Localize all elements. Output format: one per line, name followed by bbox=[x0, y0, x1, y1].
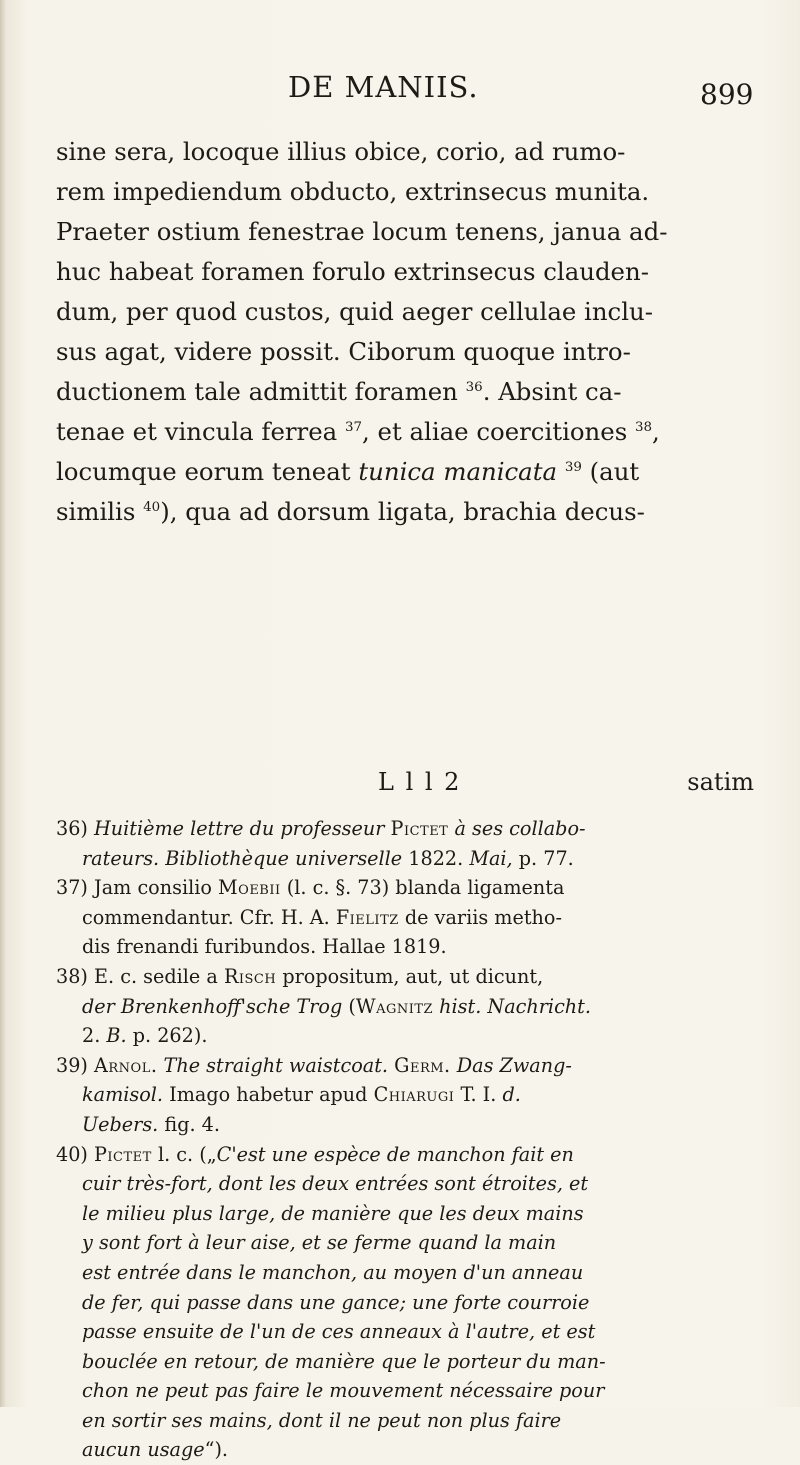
page-number: 899 bbox=[700, 78, 754, 111]
footnote-ref: 38 bbox=[634, 419, 653, 435]
footnote-39: 39) Arnol. The straight waistcoat. Germ. Das Zwang- kamisol. Imago habetur apud Chiarugi T. I. d. Uebers. fig. 4. bbox=[56, 1053, 572, 1136]
main-text bbox=[56, 132, 754, 532]
text-line: sus agat, videre possit. Ciborum quoque intro- bbox=[56, 337, 631, 366]
signature-line bbox=[56, 768, 754, 802]
text-line: tenae et vincula ferrea $^{37}$, et aliae coercitiones $^{38}$, bbox=[56, 417, 660, 446]
footnote-40: 40) Pictet l. c. („C'est une espèce de manchon fait en cuir très-fort, dont les deux entrées sont étroites, et le milieu plus large, de manière que les deux mains y sont fort à leur aise, et se ferme quand la main est entrée dans le manchon, au moyen d'un anneau de fer, qui passe dans une gance; une forte courroie passe ensuite de l'un de ces anneaux à l'autre, et est bouclée en retour, de manière que le porteur du man- chon ne peut pas faire le mouvement nécessaire pour en sortir ses mains, dont il ne peut non plus faire aucun usage“). bbox=[56, 1142, 606, 1462]
page-binding-edge bbox=[0, 0, 6, 1407]
footnote-ref: 40 bbox=[143, 499, 161, 515]
footnote-ref: 39 bbox=[564, 459, 582, 475]
page-header bbox=[0, 70, 800, 120]
footnote-38: 38) E. c. sedile a Risch propositum, aut, ut dicunt, der Brenkenhoff'sche Trog (Wagnitz hist. Nachricht. 2. B. p. 262). bbox=[56, 964, 591, 1048]
signature-mark: L l l 2 bbox=[378, 768, 462, 796]
running-head: DE MANIIS. bbox=[288, 70, 479, 104]
text-line: ductionem tale admittit foramen $^{36}$. Absint ca- bbox=[56, 377, 622, 406]
footnote-37: 37) Jam consilio Moebii (l. c. §. 73) blanda ligamenta commendantur. Cfr. H. A. Fielitz de variis metho- dis frenandi furibundos. Hallae 1819. bbox=[56, 876, 565, 959]
footnote-ref: 37 bbox=[344, 419, 362, 435]
catchword: satim bbox=[687, 768, 754, 796]
text-line: locumque eorum teneat tunica manicata $^{39}$ (aut bbox=[56, 457, 640, 486]
text-line: Praeter ostium fenestrae locum tenens, janua ad- bbox=[56, 217, 668, 246]
text-line: dum, per quod custos, quid aeger cellulae inclu- bbox=[56, 297, 653, 326]
footnote-36: 36) Huitième lettre du professeur Pictet à ses collabo- rateurs. Bibliothèque universelle 1822. Mai, p. 77. bbox=[56, 817, 586, 870]
text-line: huc habeat foramen forulo extrinsecus clauden- bbox=[56, 257, 649, 286]
text-line: similis $^{40}$), qua ad dorsum ligata, brachia decus- bbox=[56, 497, 645, 526]
footnote-ref: 36 bbox=[465, 379, 483, 395]
text-line: sine sera, locoque illius obice, corio, ad rumo- bbox=[56, 137, 626, 166]
text-line: rem impediendum obducto, extrinsecus munita. bbox=[56, 177, 650, 206]
footnotes bbox=[56, 814, 756, 1465]
